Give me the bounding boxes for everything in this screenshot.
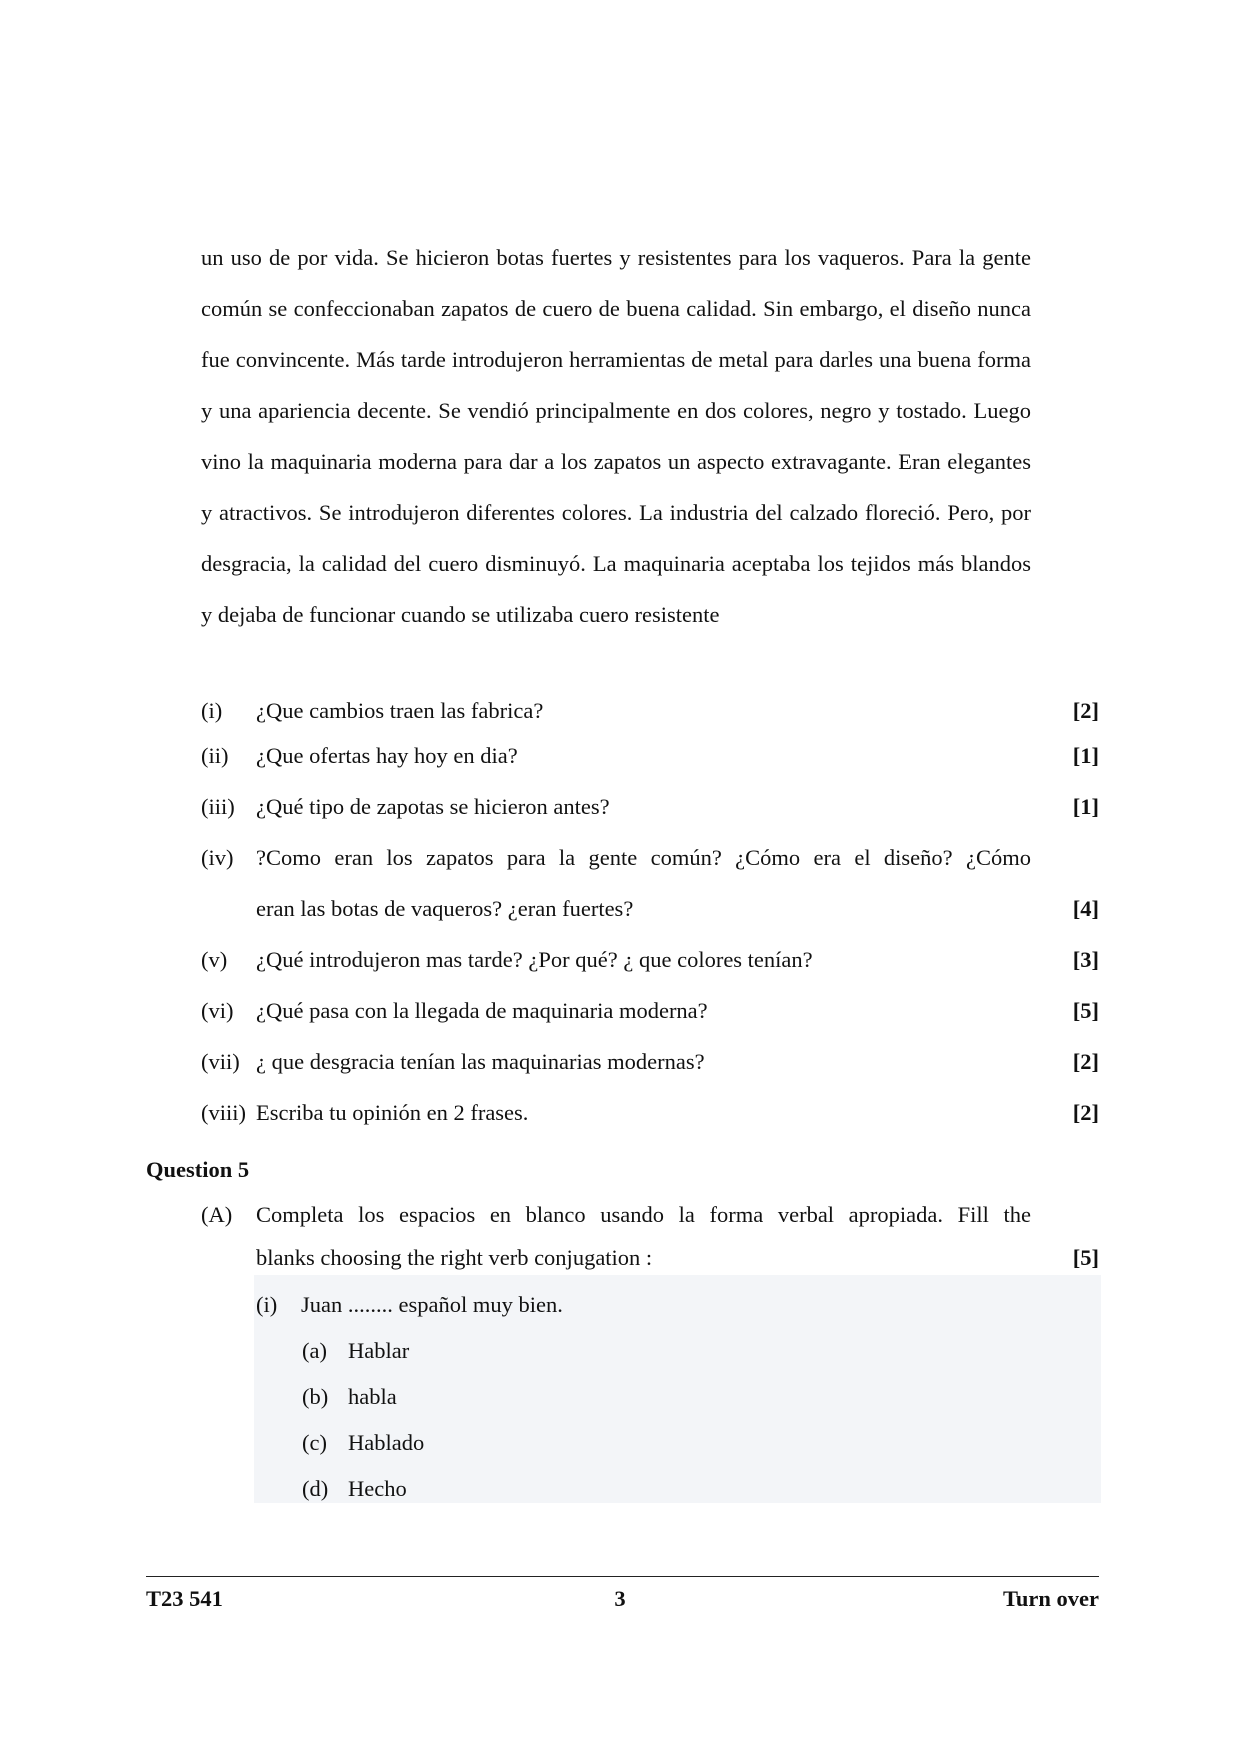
option-text: habla: [348, 1384, 397, 1409]
footer-divider: [146, 1576, 1099, 1577]
reading-passage: un uso de por vida. Se hicieron botas fuertes y resistentes para los vaqueros. Para la gente común se confeccionaban zapatos de cuero de buena calidad. Sin embargo, el diseño nunca fue convincente. Más tarde introdujeron herramientas de metal para darles una buena forma y una apariencia decente. Se vendió principalmente en dos colores, negro y tostado. Luego vino la maquinaria moderna para dar a los zapatos un aspecto extravagante. Eran elegantes y atractivos. Se introdujeron diferentes colores. La industria del calzado floreció. Pero, por desgracia, la calidad del cuero disminuyó. La maquinaria aceptaba los tejidos más blandos y dejaba de funcionar cuando se utilizaba cuero resistente: [201, 245, 1031, 627]
turn-over: Turn over: [1002, 1586, 1099, 1611]
question-text: ¿Que ofertas hay hoy en dia?: [256, 743, 518, 768]
question-text: ¿Qué introdujeron mas tarde? ¿Por qué? ¿ que colores tenían?: [256, 947, 813, 972]
question-vi: [201, 991, 1099, 1031]
paper-code: T23 541: [146, 1586, 223, 1611]
question-5-part-a: [201, 1195, 1099, 1235]
question-marks: [2]: [1072, 698, 1099, 723]
option-label: (d): [302, 1476, 329, 1501]
question-5-part-a-continued: [201, 1238, 1099, 1278]
part-label: (A): [201, 1202, 233, 1227]
page-number: 3: [614, 1586, 626, 1611]
question-marks: [2]: [1072, 1049, 1099, 1074]
question-marks: [3]: [1072, 947, 1099, 972]
question-number: (vii): [201, 1049, 240, 1074]
item-text: Juan ........ español muy bien.: [301, 1292, 563, 1317]
question-marks: [4]: [1072, 896, 1099, 921]
question-number: (i): [201, 698, 223, 723]
item-number: (i): [256, 1292, 278, 1317]
question-v: [201, 940, 1099, 980]
question-5-heading: Question 5: [146, 1157, 250, 1182]
question-number: (ii): [201, 743, 229, 768]
question-text: ¿ que desgracia tenían las maquinarias modernas?: [256, 1049, 705, 1074]
question-marks: [1]: [1072, 794, 1099, 819]
question-text: ¿Qué pasa con la llegada de maquinaria moderna?: [256, 998, 708, 1023]
question-marks: [2]: [1072, 1100, 1099, 1125]
question-marks: [1]: [1072, 743, 1099, 768]
part-instruction: Completa los espacios en blanco usando la forma verbal apropiada. Fill the: [256, 1202, 1031, 1227]
question-marks: [5]: [1072, 998, 1099, 1023]
question-iv: [201, 838, 1099, 878]
fill-blank-item: [256, 1285, 1101, 1325]
question-ii: [201, 736, 1099, 776]
option-label: (a): [302, 1338, 327, 1363]
question-number: (viii): [201, 1100, 246, 1125]
option-text: Hablado: [348, 1430, 425, 1455]
question-text: Escriba tu opinión en 2 frases.: [256, 1100, 529, 1125]
part-instruction-continued: blanks choosing the right verb conjugation :: [256, 1245, 653, 1270]
option-text: Hecho: [348, 1476, 407, 1501]
option-label: (c): [302, 1430, 327, 1455]
question-text: ?Como eran los zapatos para la gente común? ¿Cómo era el diseño? ¿Cómo: [256, 845, 1031, 870]
option-label: (b): [302, 1384, 329, 1409]
question-number: (v): [201, 947, 228, 972]
question-i: [201, 691, 1099, 731]
question-number: (vi): [201, 998, 234, 1023]
option-text: Hablar: [348, 1338, 410, 1363]
part-marks: [5]: [1072, 1245, 1099, 1270]
question-iv-continued: [201, 889, 1099, 929]
question-iii: [201, 787, 1099, 827]
question-text: ¿Que cambios traen las fabrica?: [256, 698, 544, 723]
question-number: (iii): [201, 794, 235, 819]
question-text-continued: eran las botas de vaqueros? ¿eran fuertes?: [256, 896, 634, 921]
question-number: (iv): [201, 845, 234, 870]
question-vii: [201, 1042, 1099, 1082]
question-text: ¿Qué tipo de zapotas se hicieron antes?: [256, 794, 610, 819]
question-viii: [201, 1093, 1099, 1133]
